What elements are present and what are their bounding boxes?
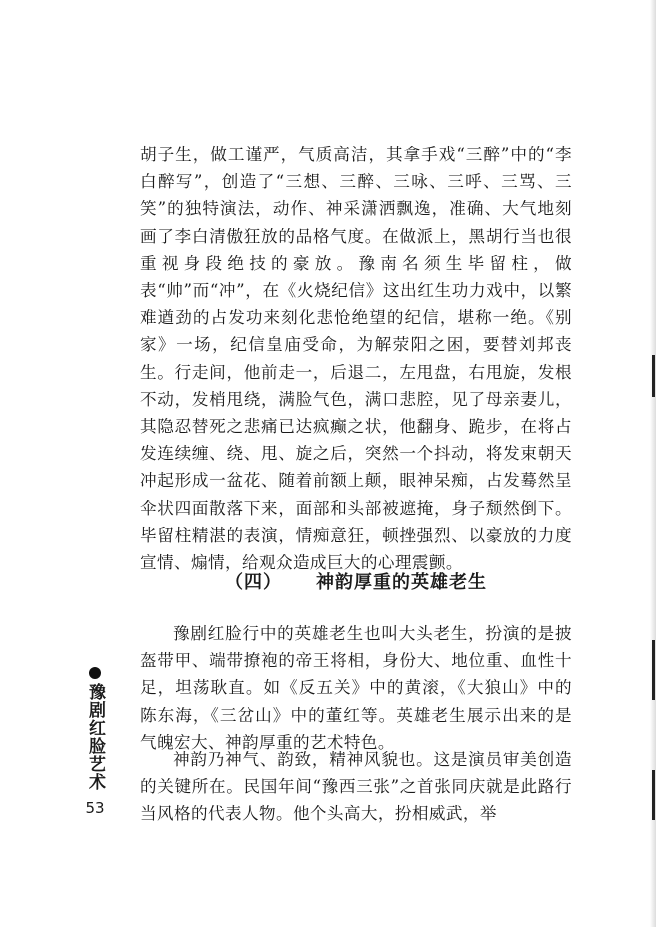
- bullet-dot-icon: [89, 667, 101, 679]
- book-title: 豫剧红脸艺术: [85, 683, 105, 791]
- section-title: 神韵厚重的英雄老生: [316, 572, 487, 593]
- page-number: 53: [85, 799, 105, 817]
- section-number: （四）: [225, 572, 282, 593]
- body-paragraph-2: 豫剧红脸行中的英雄老生也叫大头老生，扮演的是披盔带甲、端带撩袍的帝王将相，身份大、地位重、血性十足，坦荡耿直。如《反五关》中的黄滚，《大狼山》中的陈东海，《三岔山》中的董红等。英雄老生展示出来的是气魄宏大、神韵厚重的艺术特色。: [140, 624, 572, 752]
- scan-edge-mark: [652, 355, 655, 397]
- body-paragraph-3: 神韵乃神气、韵致，精神风貌也。这是演员审美创造的关键所在。民国年间“豫西三张”之首张同庆就是此路行当风格的代表人物。他个头高大，扮相威武，举: [140, 750, 572, 824]
- body-paragraph-1: 胡子生，做工谨严，气质高洁，其拿手戏“三醉”中的“李白醉写”，创造了“三想、三醉、三咏、三呼、三骂、三笑”的独特演法，动作、神采潇洒飘逸，准确、大气地刻画了李白清傲狂放的品格气度。在做派上，黑胡行当也很重视身段绝技的豪放。豫南名须生毕留柱，做表“帅”而“冲”，在《火烧纪信》这出红生功力戏中，以繁难遒劲的占发功来刻化悲怆绝望的纪信，堪称一绝。《别家》一场，纪信皇庙受命，为解荥阳之困，要替刘邦丧生。行走间，他前走一，后退二，左甩盘，右甩旋，发根不动，发梢甩绕，满脸气色，满口悲腔，见了母亲妻儿，其隐忍替死之悲痛已达疯癫之状，他翻身、跪步，在将占发连续缠、绕、甩、旋之后，突然一个抖动，将发束朝天冲起形成一盆花、随着前额上颠，眼神呆痴，占发蓦然呈伞状四面散落下来，面部和头部被遮掩，身子颓然倒下。毕留柱精湛的表演，情痴意狂，顿挫强烈、以豪放的力度宣情、煽情，给观众造成巨大的心理震颤。: [140, 145, 572, 573]
- scan-edge-mark: [652, 640, 655, 700]
- running-header: [84, 667, 106, 817]
- section-heading: [140, 568, 572, 594]
- scan-edge-mark: [652, 770, 655, 820]
